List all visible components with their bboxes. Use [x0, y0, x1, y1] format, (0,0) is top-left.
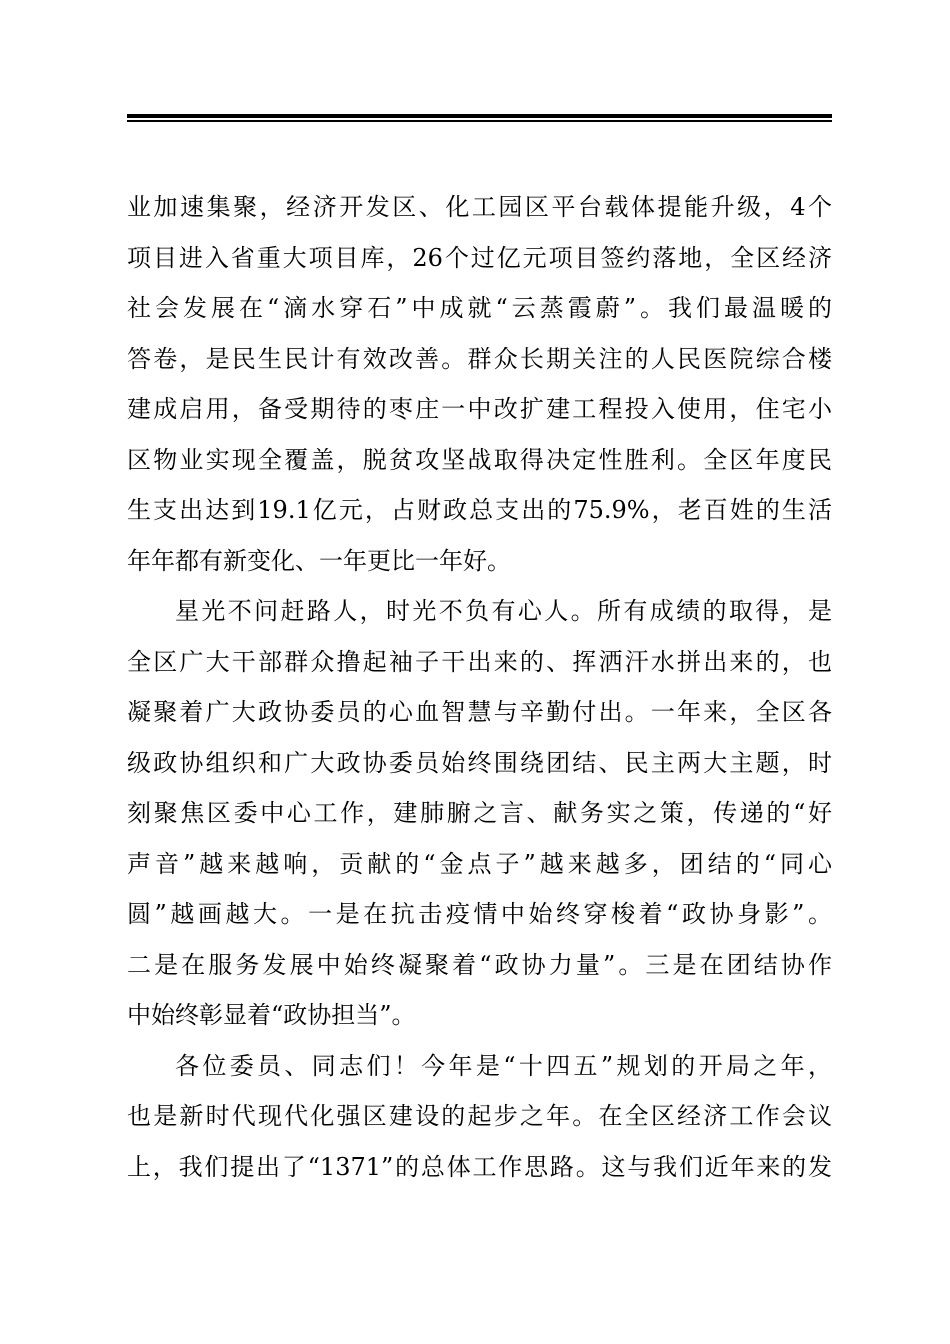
- text-line: 二是在服务发展中始终凝聚着“政协力量”。三是在团结协作: [127, 950, 832, 979]
- text-line: 也是新时代现代化强区建设的起步之年。在全区经济工作会议: [127, 1102, 832, 1130]
- text-line: 刻聚焦区委中心工作，建肺腑之言、献务实之策，传递的“好: [127, 799, 832, 827]
- document-body: [127, 182, 832, 1192]
- text-line: 建成启用，备受期待的枣庄一中改扩建工程投入使用，住宅小: [127, 395, 832, 423]
- text-line: 圆”越画越大。一是在抗击疫情中始终穿梭着“政协身影”。: [127, 900, 832, 928]
- text-line: 项目进入省重大项目库，26个过亿元项目签约落地，全区经济: [127, 243, 832, 272]
- text-line: 社会发展在“滴水穿石”中成就“云蒸霞蔚”。我们最温暖的: [127, 294, 832, 322]
- text-line: 区物业实现全覆盖，脱贫攻坚战取得决定性胜利。全区年度民: [127, 445, 832, 474]
- text-line: 上，我们提出了“1371”的总体工作思路。这与我们近年来的发: [127, 1152, 832, 1181]
- text-line: 生支出达到19.1亿元，占财政总支出的75.9%，老百姓的生活: [127, 496, 832, 524]
- text-line: 答卷，是民生民计有效改善。群众长期关注的人民医院综合楼: [127, 344, 832, 373]
- paragraph-start-line: 星光不问赶路人，时光不负有心人。所有成绩的取得，是: [175, 597, 832, 625]
- text-line: 凝聚着广大政协委员的心血智慧与辛勤付出。一年来，全区各: [127, 698, 832, 726]
- text-line: 业加速集聚，经济开发区、化工园区平台载体提能升级，4个: [127, 193, 832, 221]
- text-line: 声音”越来越响，贡献的“金点子”越来越多，团结的“同心: [127, 849, 832, 878]
- paragraph-start-line: 各位委员、同志们！今年是“十四五”规划的开局之年，: [175, 1051, 832, 1080]
- text-line: 中始终彰显着“政协担当”。: [127, 1001, 416, 1029]
- header-rule-thick: [127, 114, 832, 118]
- text-line: 年年都有新变化、一年更比一年好。: [127, 546, 511, 575]
- header-double-rule: [127, 114, 832, 122]
- text-line: 级政协组织和广大政协委员始终围绕团结、民主两大主题，时: [127, 748, 832, 777]
- header-rule-thin: [127, 120, 832, 122]
- text-line: 全区广大干部群众撸起袖子干出来的、挥洒汗水拼出来的，也: [127, 647, 832, 676]
